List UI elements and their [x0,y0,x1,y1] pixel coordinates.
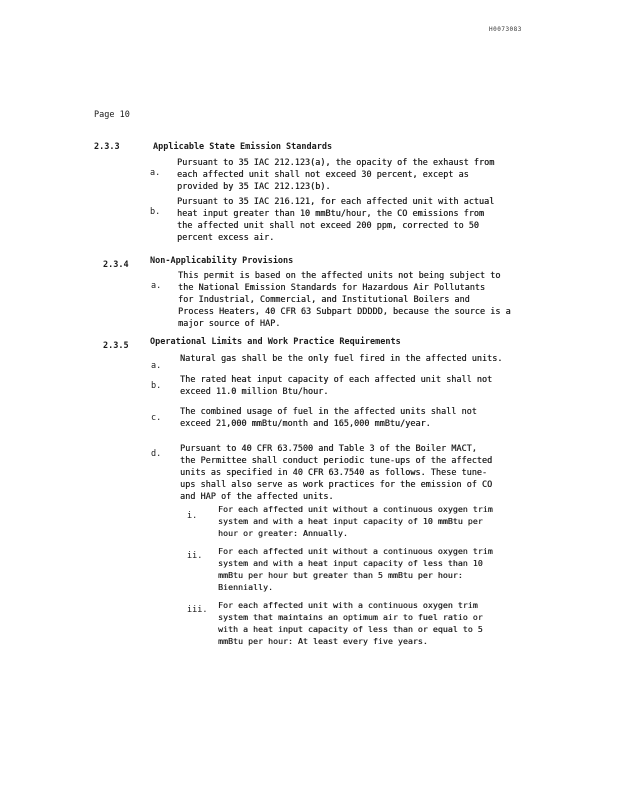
subitem-text: For each affected unit with a continuous oxygen trim system that maintains an optimum air to fuel ratio or with a heat input capacity of less than or equal to 5 mmBtu per hour: At least every five years. [218,600,483,646]
item-text: The combined usage of fuel in the affected units shall not exceed 21,000 mmBtu/month and 165,000 mmBtu/year. [180,407,477,429]
item-label: b. [151,381,162,391]
document-id: H0073083 [489,26,522,33]
item-label: b. [150,207,161,217]
section-heading: Non-Applicability Provisions [150,256,294,266]
item-text: Pursuant to 35 IAC 216.121, for each affected unit with actual heat input greater than 10 mmBtu/hour, the CO emissions from the affected unit shall not exceed 200 ppm, corrected to 50 percent excess air. [177,197,495,243]
item-label: d. [151,449,162,459]
section-heading: Applicable State Emission Standards [153,142,333,152]
section-heading: Operational Limits and Work Practice Requirements [150,337,401,347]
subitem-text: For each affected unit without a continuous oxygen trim system and with a heat input capacity of 10 mmBtu per hour or greater: Annually. [218,504,493,538]
subitem-label: i. [187,511,198,521]
subitem-label: iii. [187,605,208,615]
item-text: Pursuant to 40 CFR 63.7500 and Table 3 of the Boiler MACT, the Permittee shall conduct periodic tune-ups of the affected units as specified in 40 CFR 63.7540 as follows. These tune- ups shall also serve as work practices for the emission of CO and HAP of the affected units. [180,444,493,502]
subitem-label: ii. [187,551,203,561]
item-label: a. [150,168,161,178]
item-label: c. [151,413,162,423]
item-text: Pursuant to 35 IAC 212.123(a), the opacity of the exhaust from each affected unit shall not exceed 30 percent, except as provided by 35 IAC 212.123(b). [177,158,495,192]
item-text: Natural gas shall be the only fuel fired in the affected units. [180,354,503,364]
item-text: The rated heat input capacity of each affected unit shall not exceed 11.0 million Btu/hour. [180,375,493,397]
section-number: 2.3.4 [103,260,129,270]
section-number: 2.3.3 [94,142,120,152]
item-label: a. [151,281,162,291]
section-number: 2.3.5 [103,341,129,351]
item-label: a. [151,361,162,371]
subitem-text: For each affected unit without a continuous oxygen trim system and with a heat input capacity of less than 10 mmBtu per hour but greater than 5 mmBtu per hour: Biennially. [218,546,493,592]
page-number: Page 10 [94,110,130,120]
item-text: This permit is based on the affected units not being subject to the National Emission Standards for Hazardous Air Pollutants for Industrial, Commercial, and Institutional Boilers and Process Heaters, 40 CFR 63 Subpart DDDDD, because the source is a major source of HAP. [178,271,511,329]
